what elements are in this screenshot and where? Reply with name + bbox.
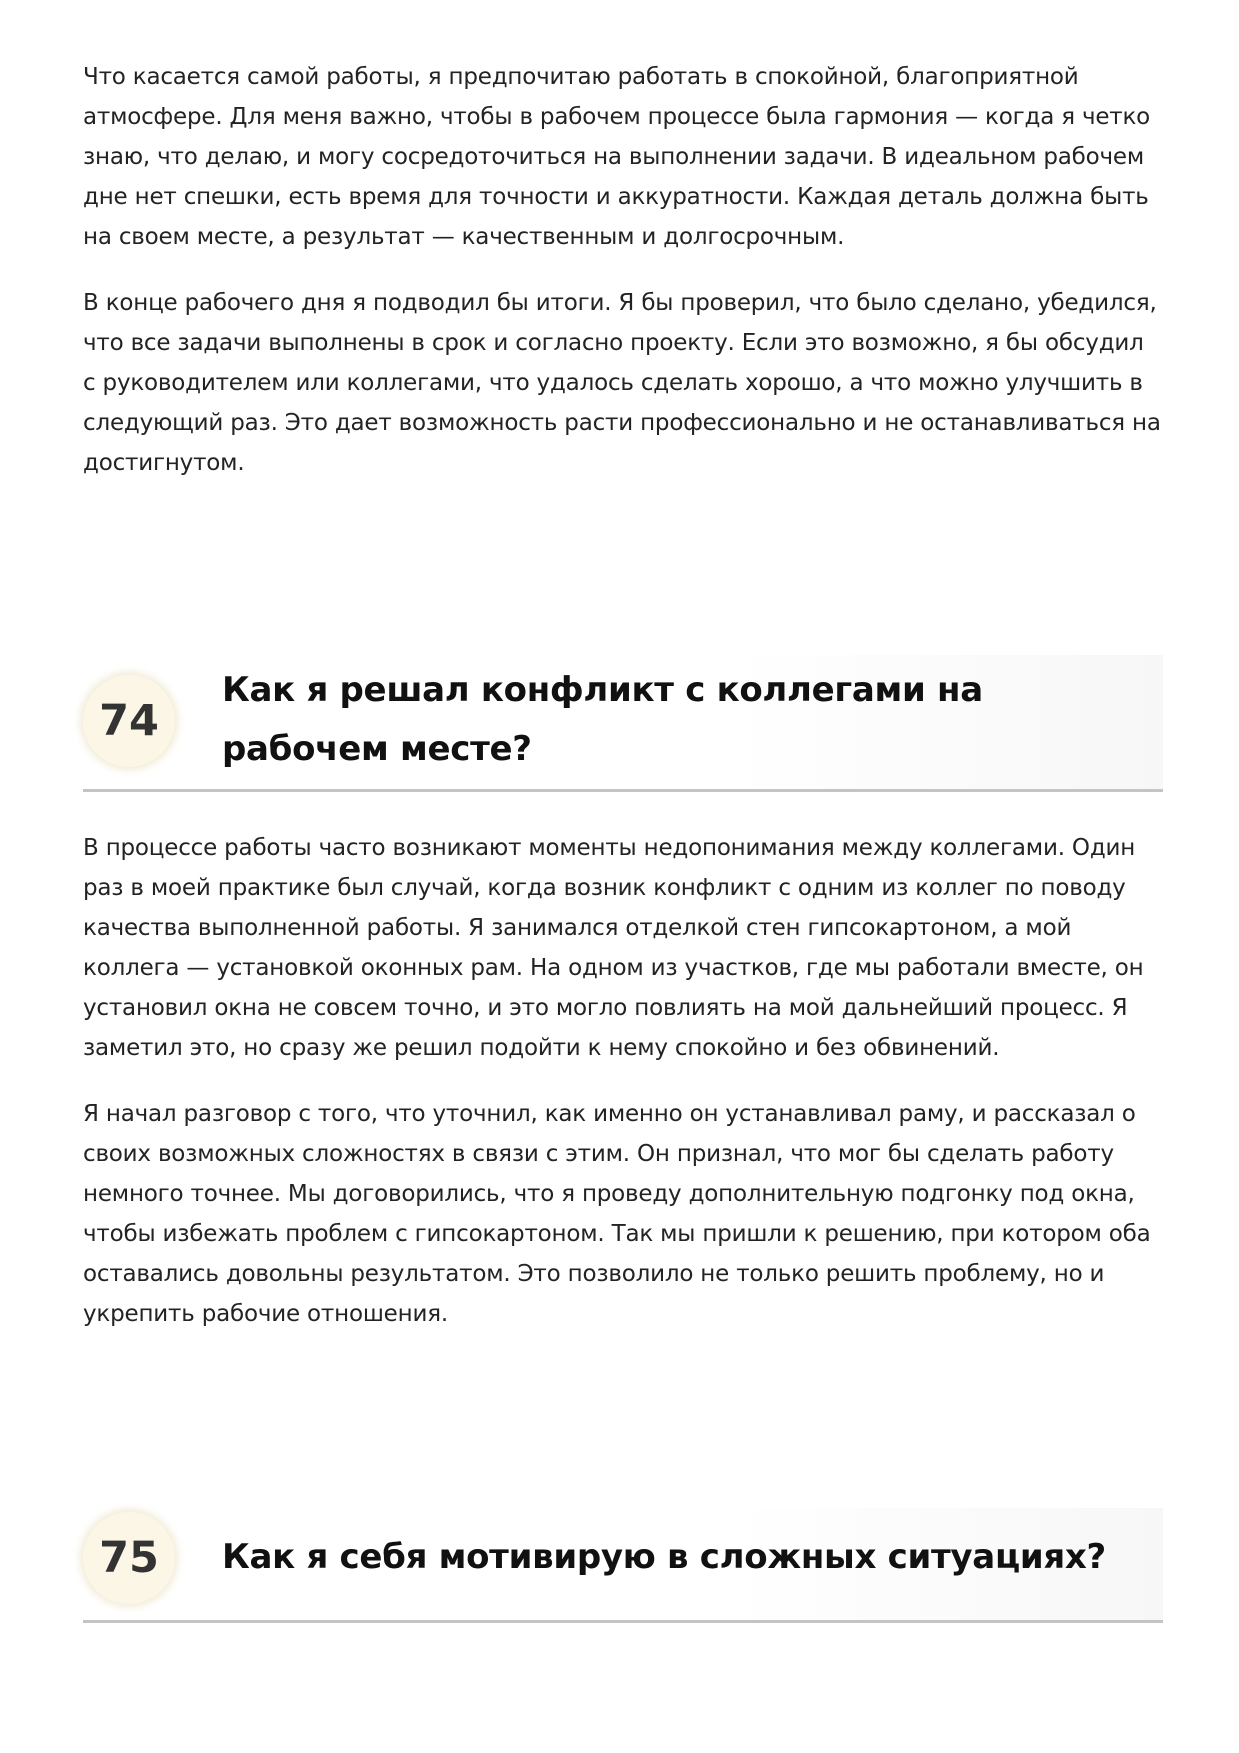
section-74-title: Как я решал конфликт с коллегами на рабочем месте? [222,670,983,769]
section-74-header [83,655,1163,792]
intro-paragraph-2: В конце рабочего дня я подводил бы итоги. Я бы проверил, что было сделано, убедился, что все задачи выполнены в срок и согласно проекту. Если это возможно, я бы обсудил с руководителем или коллегами, что удалось сделать хорошо, а что можно улучшить в следующий раз. Это дает возможность расти профессионально и не останавливаться на достигнутом. [83,290,1161,476]
section-number-badge-75: 75 [83,1512,175,1604]
section-75-header [83,1508,1163,1623]
section-74-paragraph-1: В процессе работы часто возникают моменты недопонимания между коллегами. Один раз в моей практике был случай, когда возник конфликт с одним из коллег по поводу качества выполненной работы. Я занимался отделкой стен гипсокартоном, а мой коллега — установкой оконных рам. На одном из участков, где мы работали вместе, он установил окна не совсем точно, и это могло повлиять на мой дальнейший процесс. Я заметил это, но сразу же решил подойти к нему спокойно и без обвинений. [83,835,1144,1061]
section-75-title: Как я себя мотивирую в сложных ситуациях? [222,1537,1106,1577]
intro-paragraph-1: Что касается самой работы, я предпочитаю работать в спокойной, благоприятной атмосфере. Для меня важно, чтобы в рабочем процессе была гармония — когда я четко знаю, что делаю, и могу сосредоточиться на выполнении задачи. В идеальном рабочем дне нет спешки, есть время для точности и аккуратности. Каждая деталь должна быть на своем месте, а результат — качественным и долгосрочным. [83,64,1151,250]
section-number-badge-74: 74 [83,675,175,767]
section-74-paragraph-2: Я начал разговор с того, что уточнил, как именно он устанавливал раму, и рассказал о своих возможных сложностях в связи с этим. Он признал, что мог бы сделать работу немного точнее. Мы договорились, что я проведу дополнительную подгонку под окна, чтобы избежать проблем с гипсокартоном. Так мы пришли к решению, при котором оба оставались довольны результатом. Это позволило не только решить проблему, но и укрепить рабочие отношения. [83,1101,1151,1327]
